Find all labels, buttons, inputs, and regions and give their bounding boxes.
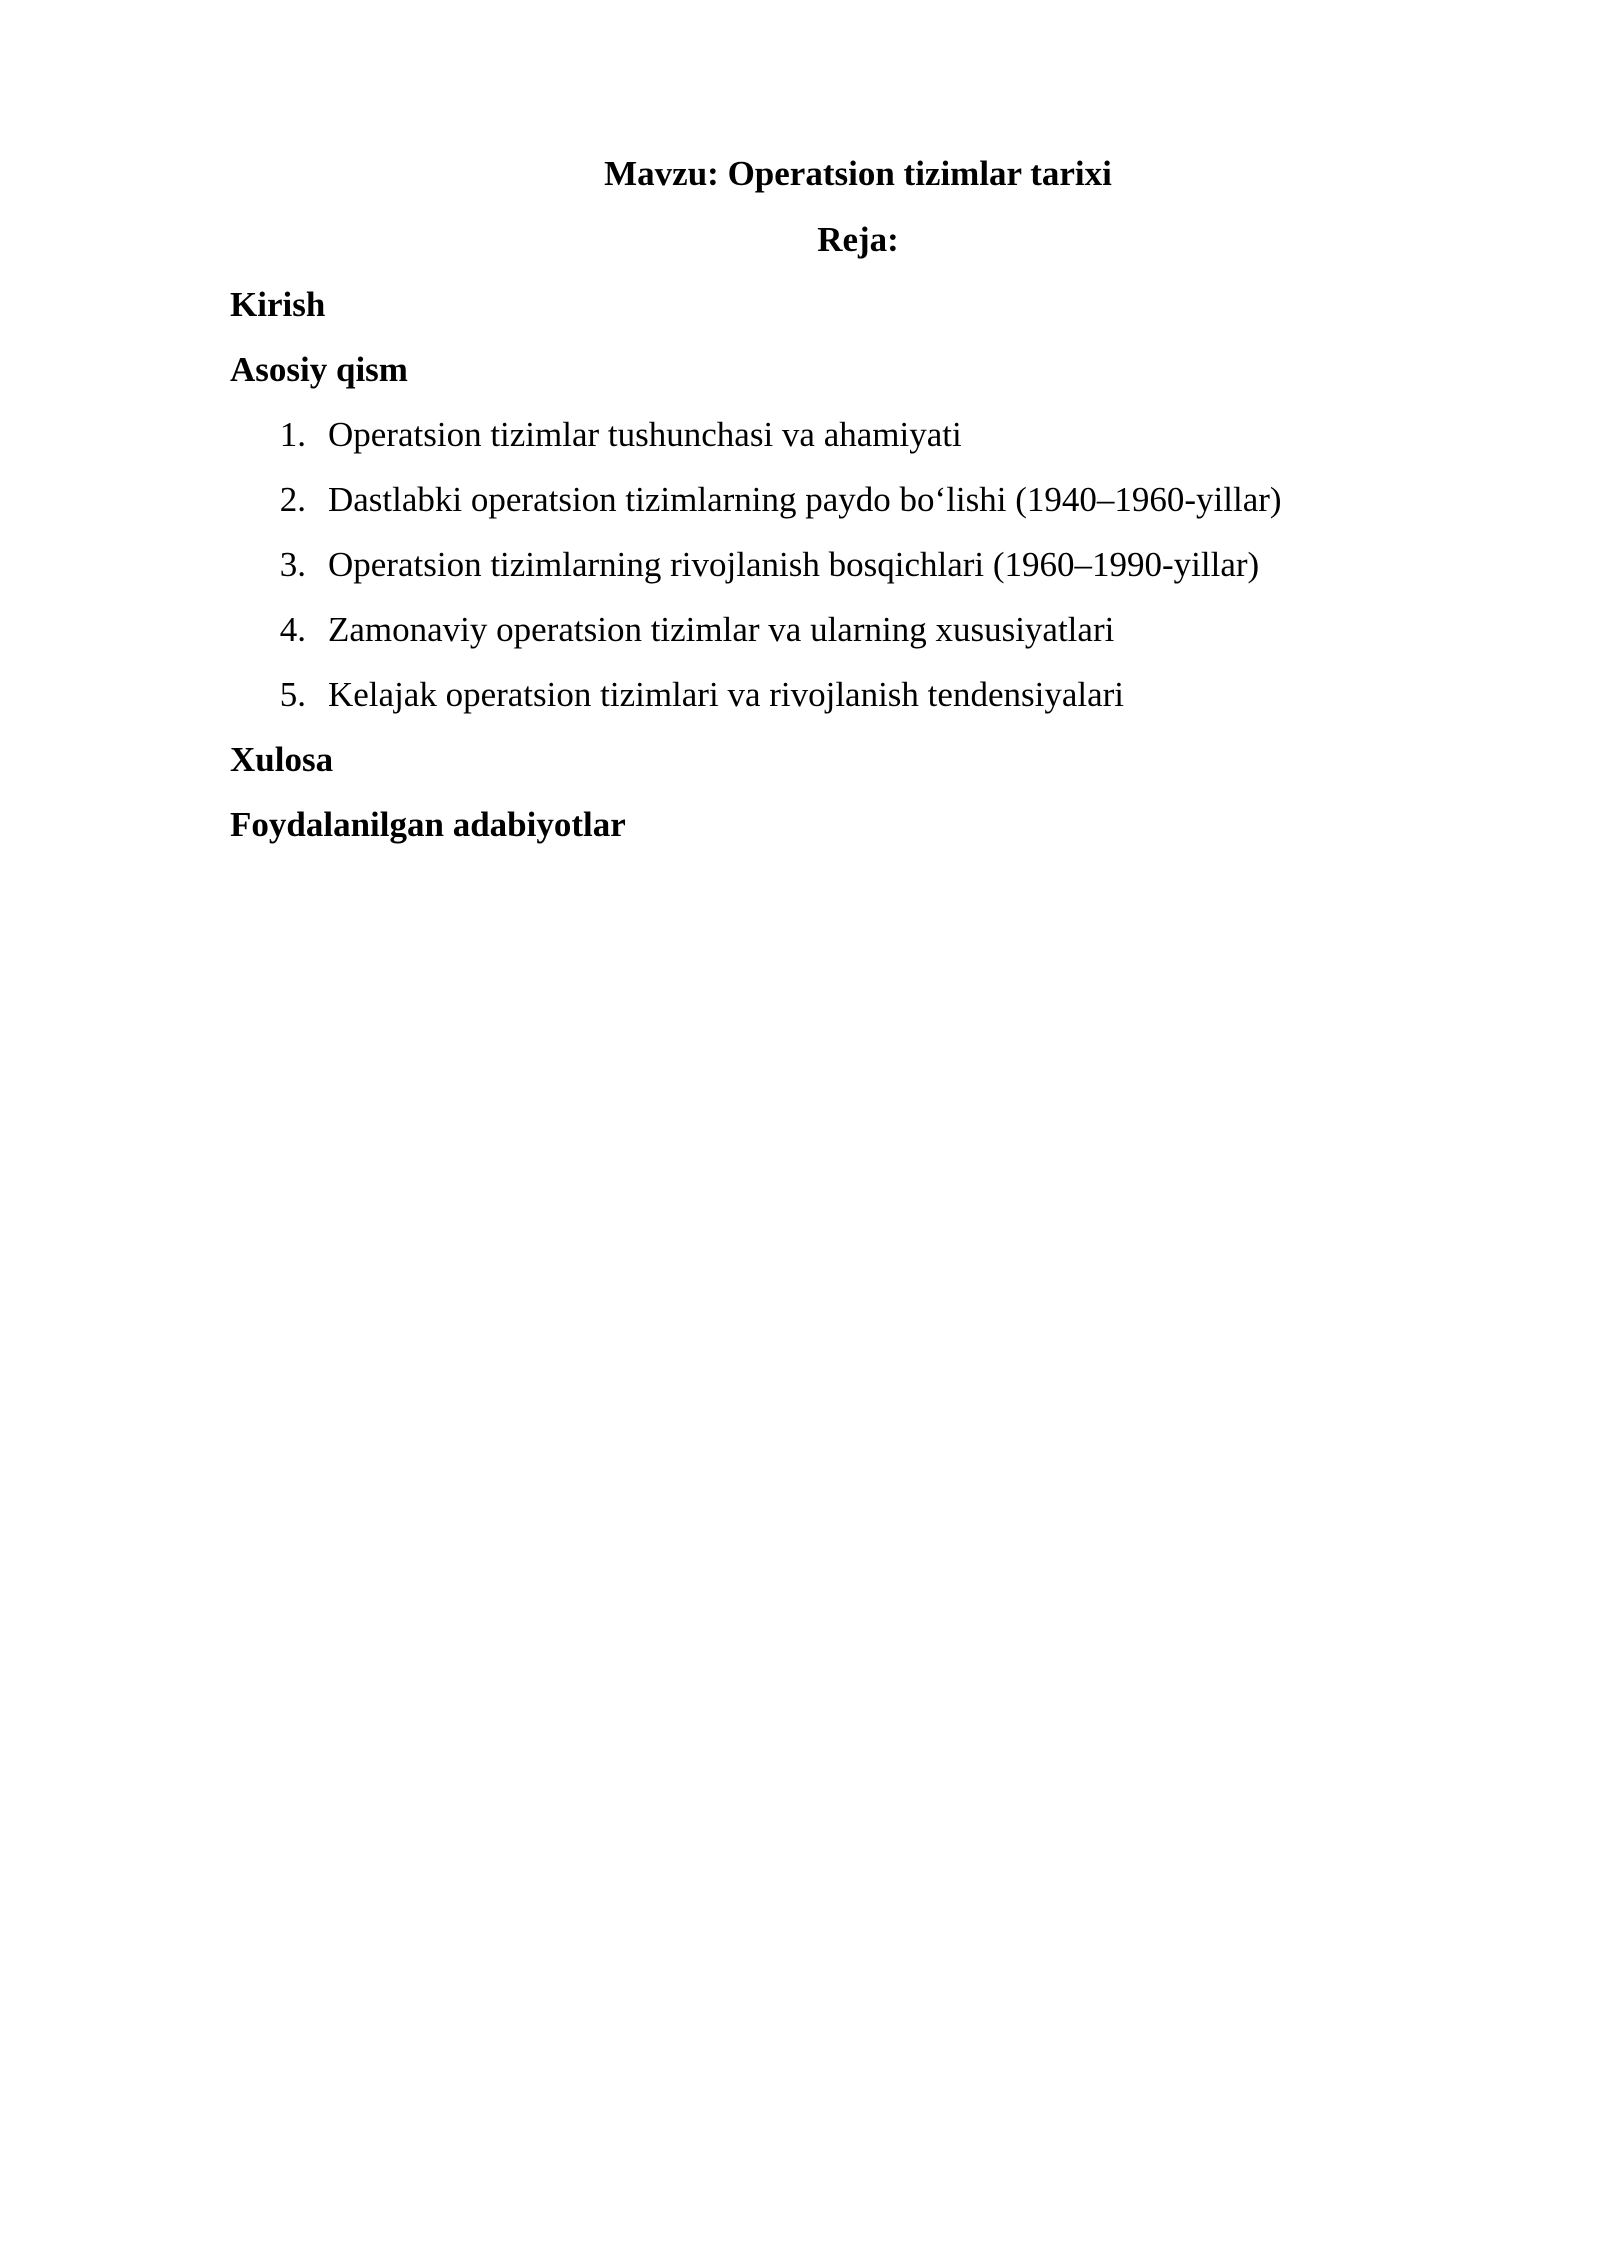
section-references: Foydalanilgan adabiyotlar — [230, 805, 626, 844]
page-title: Mavzu: Operatsion tizimlar tarixi — [604, 154, 1112, 193]
list-item-text: Dastlabki operatsion tizimlarning paydo bo‘lishi (1940–1960-yillar) — [328, 480, 1282, 519]
section-conclusion: Xulosa — [230, 740, 334, 779]
list-item-text: Zamonaviy operatsion tizimlar va ularning xususiyatlari — [328, 610, 1115, 649]
list-item-number: 1. — [279, 415, 306, 454]
list-item-number: 2. — [279, 480, 306, 519]
plan-heading: Reja: — [817, 220, 899, 259]
list-item-text: Operatsion tizimlarning rivojlanish bosqichlari (1960–1990-yillar) — [328, 545, 1260, 584]
list-item-number: 3. — [279, 545, 306, 584]
list-item-text: Kelajak operatsion tizimlari va rivojlanish tendensiyalari — [328, 675, 1124, 714]
section-main: Asosiy qism — [230, 350, 408, 389]
list-item-text: Operatsion tizimlar tushunchasi va ahamiyati — [328, 415, 962, 454]
list-item-number: 4. — [279, 610, 306, 649]
section-intro: Kirish — [230, 285, 326, 324]
list-item-number: 5. — [279, 675, 306, 714]
